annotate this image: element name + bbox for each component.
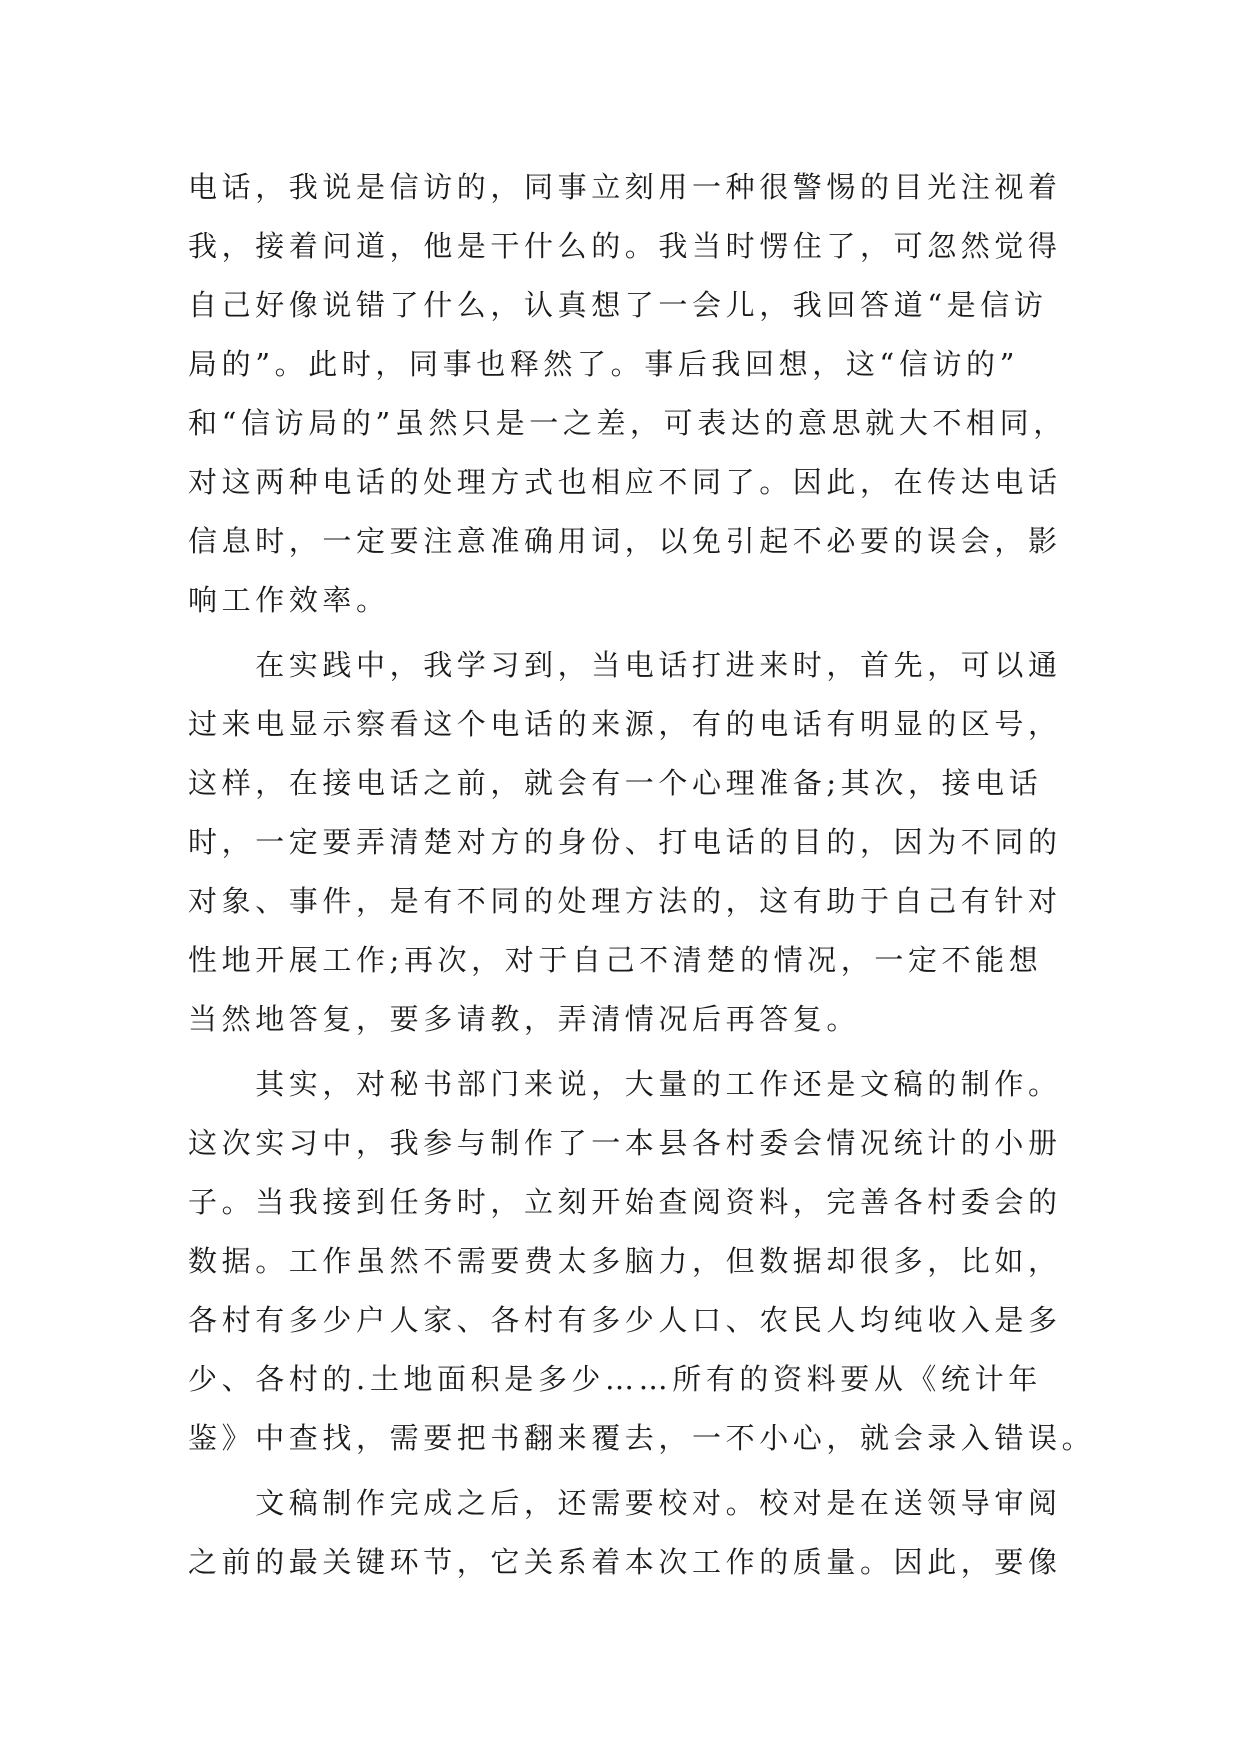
text-line: 电话，我说是信访的，同事立刻用一种很警惕的目光注视着	[188, 170, 1062, 204]
paragraph-4	[188, 1474, 1068, 1592]
text-line: 子。当我接到任务时，立刻开始查阅资料，完善各村委会的	[188, 1185, 1062, 1219]
text-line: 局的”。此时，同事也释然了。事后我回想，这“信访的”	[188, 347, 1020, 381]
text-line: 少、各村的.土地面积是多少……所有的资料要从《统计年	[188, 1362, 1042, 1396]
text-line: 之前的最关键环节，它关系着本次工作的质量。因此，要像	[188, 1545, 1062, 1579]
text-line: 这样，在接电话之前，就会有一个心理准备;其次，接电话	[188, 766, 1043, 800]
text-line: 对象、事件，是有不同的处理方法的，这有助于自己有针对	[188, 884, 1062, 918]
text-line: 我，接着问道，他是干什么的。我当时愣住了，可忽然觉得	[188, 229, 1062, 263]
text-line: 响工作效率。	[188, 583, 390, 617]
text-line: 性地开展工作;再次，对于自己不清楚的情况，一定不能想	[188, 943, 1043, 977]
text-line: 鉴》中查找，需要把书翻来覆去，一不小心，就会录入错误。	[188, 1421, 1096, 1455]
text-line: 自己好像说错了什么，认真想了一会儿，我回答道“是信访	[188, 288, 1048, 322]
text-line: 其实，对秘书部门来说，大量的工作还是文稿的制作。	[188, 1067, 1062, 1101]
text-line: 各村有多少户人家、各村有多少人口、农民人均纯收入是多	[188, 1303, 1062, 1337]
text-line: 在实践中，我学习到，当电话打进来时，首先，可以通	[188, 648, 1062, 682]
text-line: 信息时，一定要注意准确用词，以免引起不必要的误会，影	[188, 524, 1062, 558]
text-line: 时，一定要弄清楚对方的身份、打电话的目的，因为不同的	[188, 825, 1062, 859]
text-line: 对这两种电话的处理方式也相应不同了。因此，在传达电话	[188, 465, 1062, 499]
text-line: 这次实习中，我参与制作了一本县各村委会情况统计的小册	[188, 1126, 1062, 1160]
paragraph-2	[188, 636, 1068, 1049]
text-line: 过来电显示察看这个电话的来源，有的电话有明显的区号，	[188, 707, 1062, 741]
document-body	[188, 158, 1096, 1592]
text-line: 和“信访局的”虽然只是一之差，可表达的意思就大不相同，	[188, 406, 1067, 440]
paragraph-1	[188, 158, 1068, 630]
text-line: 文稿制作完成之后，还需要校对。校对是在送领导审阅	[188, 1486, 1062, 1520]
text-line: 数据。工作虽然不需要费太多脑力，但数据却很多，比如，	[188, 1244, 1062, 1278]
text-line: 当然地答复，要多请教，弄清情况后再答复。	[188, 1002, 861, 1036]
paragraph-3	[188, 1055, 1096, 1468]
